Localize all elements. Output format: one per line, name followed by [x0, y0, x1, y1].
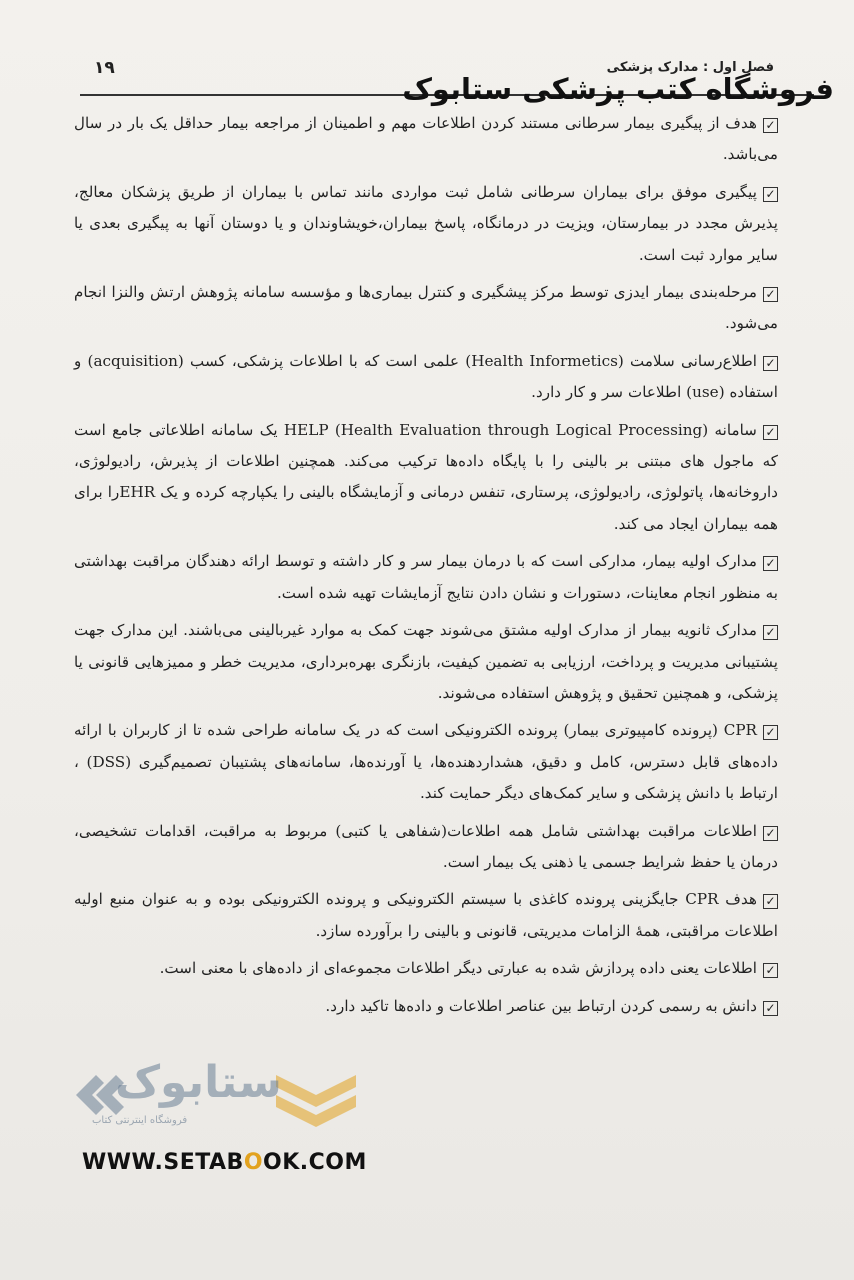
paragraph-text: دانش به رسمی کردن ارتباط بین عناصر اطلاعات و داده‌ها تاکید دارد. [325, 996, 757, 1015]
logo-text: ستابوک [115, 1057, 282, 1108]
paragraph-text: مدارک اولیه بیمار، مدارکی است که با درمان بیمار سر و کار داشته و توسط ارائه دهندگان مراقبت بهداشتی به منظور انجام معاینات، دستورات و نشان دادن نتایج آزمایشات تهیه شده است. [74, 552, 778, 602]
checkbox-icon: ✓ [763, 187, 778, 202]
chapter-title: فصل اول : مدارک پزشکی [606, 60, 774, 75]
paragraph [74, 715, 778, 809]
website-prefix: WWW.SETAB [82, 1150, 244, 1175]
checkbox-icon: ✓ [763, 625, 778, 640]
checkbox-icon: ✓ [763, 118, 778, 133]
checkbox-icon: ✓ [763, 356, 778, 371]
paragraph [74, 346, 778, 409]
checkbox-icon: ✓ [763, 1001, 778, 1016]
paragraph-text: هدف از پیگیری بیمار سرطانی مستند کردن اطلاعات مهم و اطمینان از مراجعه بیمار حداقل یک بار در سال می‌باشد. [74, 114, 778, 164]
paragraph-text: اطلاعات مراقبت بهداشتی شامل همه اطلاعات(شفاهی یا کتبی) مربوط به مراقبت، اقدامات تشخیصی، درمان یا حفظ شرایط جسمی یا ذهنی یک بیمار است. [74, 821, 778, 871]
paragraph-text: هدف CPR جایگزینی پرونده کاغذی با سیستم الکترونیکی و پرونده الکترونیکی بوده و به عنوان منبع اولیه اطلاعات مراقبتی، همهٔ الزامات مدیریتی، قانونی و بالینی را برآورده سازد. [74, 890, 778, 940]
paragraph [74, 108, 778, 171]
paragraph [74, 415, 778, 541]
checkbox-icon: ✓ [763, 826, 778, 841]
paragraph-text: مدارک ثانویه بیمار از مدارک اولیه مشتق می‌شوند جهت کمک به موارد غیربالینی می‌باشند. این مدارک جهت پشتیبانی مدیریت و پرداخت، ارزیابی به تضمین کیفیت، بازنگری بهره‌برداری، مدیریت خطر و ممیزهایی قانونی یا پزشکی، و همچنین تحقیق و پژوهش استفاده می‌شوند. [74, 621, 778, 702]
paragraph [74, 277, 778, 340]
paragraph [74, 953, 778, 984]
paragraph-text: سامانه HELP (Health Evaluation through Logical Processing) یک سامانه اطلاعاتی جامع است که ماجول های مبتنی بر بالینی را با پایگاه داده‌ها ترکیب می‌کند. همچنین اطلاعات از پذیرش، رادیولوژی، داروخانه‌ها، پاتولوژی، رادیولوژی، پرستاری، تنفس درمانی و آزمایشگاه بالینی را یکپارچه کرده و یک EHRرا برای همه بیماران ایجاد می کند. [74, 420, 778, 533]
paragraph [74, 816, 778, 879]
paragraph-text: اطلاع‌رسانی سلامت (Health Informetics) علمی است که با اطلاعات پزشکی، کسب (acquisition) و استفاده (use) اطلاعات سر و کار دارد. [74, 351, 778, 402]
paragraph-text: پیگیری موفق برای بیماران سرطانی شامل ثبت مواردی مانند تماس با بیماران از طریق پزشکان معالج، پذیرش مجدد در بیمارستان، ویزیت در درمانگاه، پاسخ بیماران،خویشاوندان و یا دوستان آنها به پیگیری بعدی یا سایر موارد ثبت است. [74, 182, 778, 264]
shop-banner-watermark: فروشگاه کتب پزشکی ستابوک [402, 72, 834, 106]
paragraph [74, 991, 778, 1022]
checkbox-icon: ✓ [763, 963, 778, 978]
page-number: ۱۹ [94, 58, 115, 78]
paragraph [74, 884, 778, 947]
paragraph-text: CPR (پرونده کامپیوتری بیمار) پرونده الکترونیکی است که در یک سامانه طراحی شده تا از کاربران با ارائه داده‌های قابل دسترس، کامل و دقیق، هشداردهنده‌ها، یا آورنده‌ها، سامانه‌های پشتیبان تصمیم‌گیری (DSS) ، ارتباط با دانش پزشکی و سایر کمک‌های دیگر حمایت کند. [74, 721, 779, 803]
website-watermark [82, 1150, 367, 1175]
checkbox-icon: ✓ [763, 556, 778, 571]
checkbox-icon: ✓ [763, 894, 778, 909]
checkbox-icon: ✓ [763, 287, 778, 302]
logo-subtitle: فروشگاه اینترنتی کتاب [92, 1115, 188, 1126]
paragraph [74, 615, 778, 709]
website-suffix: OK.COM [263, 1150, 367, 1175]
checkbox-icon: ✓ [763, 425, 778, 440]
website-o: O [243, 1150, 264, 1175]
paragraph [74, 177, 778, 271]
paragraph-text: مرحله‌بندی بیمار ایدزی توسط مرکز پیشگیری و کنترل بیماری‌ها و مؤسسه سامانه پژوهش ارتش والنزا انجام می‌شود. [74, 283, 778, 333]
checkbox-icon: ✓ [763, 725, 778, 740]
paragraph-text: اطلاعات یعنی داده پردازش شده به عبارتی دیگر اطلاعات مجموعه‌ای از داده‌های با معنی است. [159, 959, 757, 978]
paragraph [74, 546, 778, 609]
page-content [74, 108, 778, 1028]
